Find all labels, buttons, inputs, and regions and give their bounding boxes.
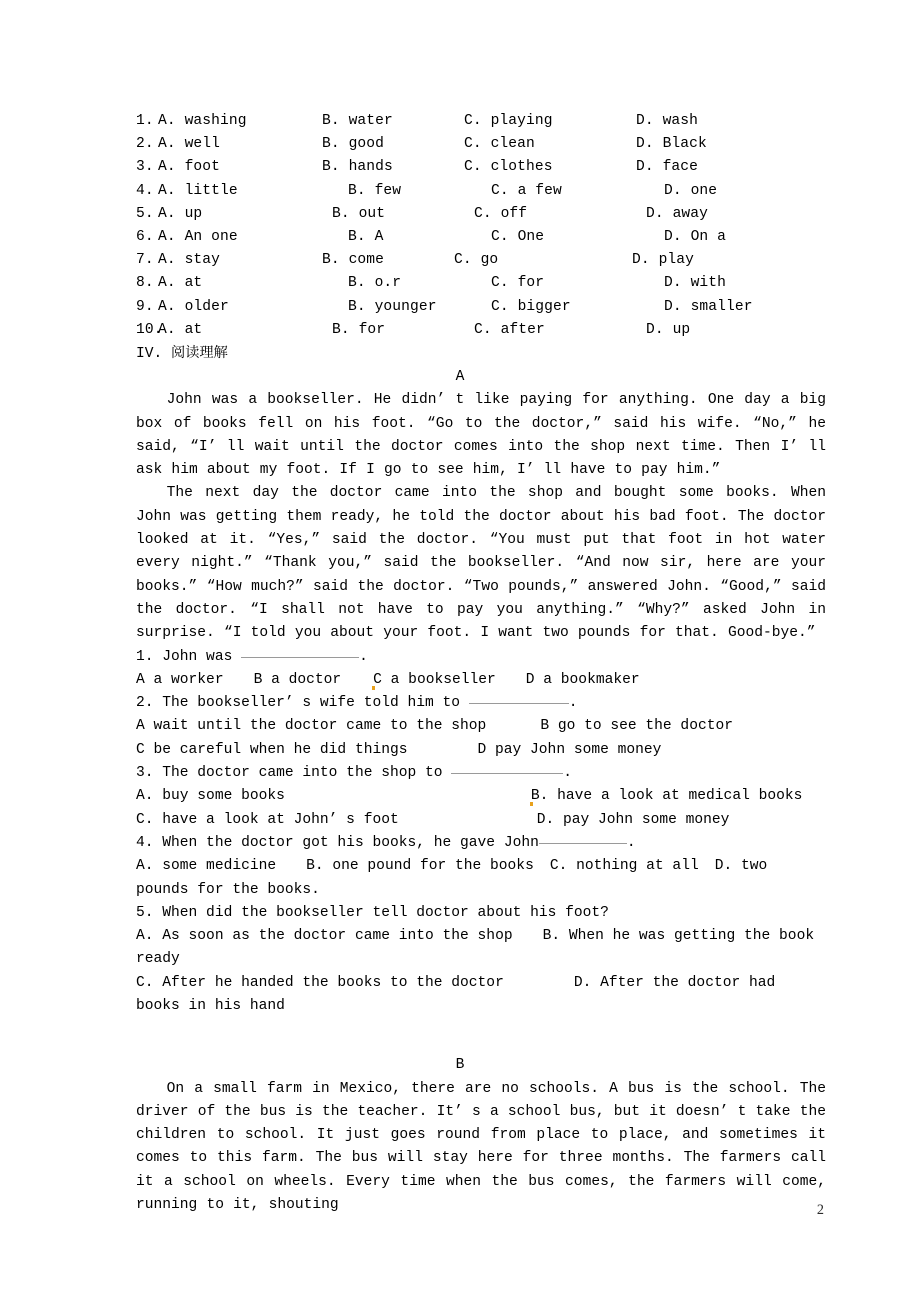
- question-3-options-row-1: [136, 785, 826, 808]
- passage-b-label: B: [455, 1057, 465, 1074]
- cloze-option-c[interactable]: C. a few: [491, 182, 562, 199]
- question-1-blank[interactable]: [241, 657, 359, 658]
- cloze-row-number: 5.: [136, 205, 154, 222]
- question-2-option-b[interactable]: B go to see the doctor: [540, 718, 733, 735]
- cloze-row-number: 2.: [136, 136, 154, 153]
- question-4-option-d[interactable]: D. two pounds for the books.: [136, 858, 768, 898]
- question-3-option-c[interactable]: C. have a look at John’ s foot: [136, 811, 399, 828]
- passage-a-paragraph-2: The next day the doctor came into the shop and bought some books. When John was getting them ready, he told the doctor about his bad foot. The doctor looked at it. “Yes,” said the doctor. “You must put that foot in hot water every night.” “Thank you,” said the bookseller. “And now sir, here are your books.” “How much?” said the doctor. “Two pounds,” answered John. “Good,” said the doctor. “I shall not have to pay you anything.” “Why?” asked John in surprise. “I told you about your foot. I want two pounds for that. Good-bye.”: [136, 485, 826, 642]
- cloze-option-b[interactable]: B. hands: [322, 159, 393, 176]
- cloze-row: [136, 296, 826, 319]
- cloze-option-a[interactable]: A. little: [158, 182, 238, 199]
- question-5-option-d[interactable]: D. After the doctor had books in his hand: [136, 974, 776, 1014]
- cloze-option-b[interactable]: B. out: [332, 205, 386, 222]
- cloze-option-d[interactable]: D. away: [646, 205, 709, 222]
- question-4-stem: [136, 832, 826, 855]
- cloze-option-c[interactable]: C. after: [474, 321, 545, 338]
- question-4-stem-text: 4. When the doctor got his books, he gave John: [136, 834, 539, 851]
- cloze-option-d[interactable]: D. wash: [636, 113, 699, 129]
- cloze-option-b[interactable]: B. younger: [348, 298, 437, 315]
- question-4-option-c[interactable]: C. nothing at all: [549, 858, 699, 875]
- question-5-option-b[interactable]: B. When he was getting the book ready: [136, 928, 815, 968]
- question-2-stem-text: 2. The bookseller’ s wife told him to: [136, 695, 469, 712]
- cloze-option-c[interactable]: C. bigger: [491, 298, 571, 315]
- cloze-row: [136, 133, 826, 156]
- question-4-stem-end: .: [626, 834, 636, 851]
- question-1-option-b[interactable]: B a doctor: [253, 671, 342, 688]
- cloze-row: [136, 226, 826, 249]
- cloze-row: [136, 180, 826, 203]
- question-2-stem: [136, 692, 826, 715]
- question-5-option-c[interactable]: C. After he handed the books to the doctor: [136, 974, 504, 991]
- cloze-row-number: 10.: [136, 321, 163, 338]
- cloze-option-a[interactable]: A. An one: [158, 228, 238, 245]
- cloze-option-b[interactable]: B. water: [322, 113, 393, 129]
- cloze-option-d[interactable]: D. On a: [664, 228, 727, 245]
- question-4-blank[interactable]: [539, 843, 627, 844]
- cloze-option-a[interactable]: A. at: [158, 321, 203, 338]
- cloze-option-a[interactable]: A. up: [158, 205, 203, 222]
- cloze-option-b[interactable]: B. few: [348, 182, 402, 199]
- question-3-blank[interactable]: [451, 773, 563, 774]
- section-heading-reading: [136, 342, 826, 366]
- cloze-row: [136, 156, 826, 179]
- section-title: 阅读理解: [171, 344, 228, 361]
- question-1-stem-end: .: [359, 648, 368, 665]
- question-2-stem-end: .: [568, 695, 578, 712]
- cloze-option-d[interactable]: D. with: [664, 275, 727, 292]
- cloze-option-a[interactable]: A. washing: [158, 113, 247, 129]
- cloze-option-b[interactable]: B. good: [322, 136, 385, 153]
- question-2-option-d[interactable]: D pay John some money: [477, 741, 662, 758]
- cloze-option-d[interactable]: D. up: [646, 321, 691, 338]
- question-3-stem-text: 3. The doctor came into the shop to: [136, 765, 452, 782]
- cloze-option-d[interactable]: D. one: [664, 182, 718, 199]
- cloze-option-c[interactable]: C. playing: [464, 113, 553, 129]
- question-2-options-row-2: [136, 739, 826, 762]
- question-3-stem-end: .: [563, 765, 573, 782]
- cloze-row-number: 1.: [136, 113, 154, 129]
- question-2-option-c[interactable]: C be careful when he did things: [136, 741, 408, 758]
- question-3-option-d[interactable]: D. pay John some money: [536, 811, 730, 828]
- cloze-row-number: 8.: [136, 275, 154, 292]
- cloze-row-number: 4.: [136, 182, 154, 199]
- question-1-stem-text: 1. John was: [136, 648, 242, 665]
- question-5-stem: 5. When did the bookseller tell doctor about his foot?: [136, 904, 609, 921]
- cloze-option-a[interactable]: A. at: [158, 275, 203, 292]
- cloze-row: [136, 203, 826, 226]
- cloze-option-c[interactable]: C. One: [491, 228, 545, 245]
- cloze-option-d[interactable]: D. Black: [636, 136, 707, 153]
- passage-b-paragraph-1: On a small farm in Mexico, there are no schools. A bus is the school. The driver of the bus is the teacher. It’ s a school bus, but it doesn’ t take the children to school. It just goes round from place to place, and sometimes it comes to this farm. The bus will stay here for three months. The farmers call it a school on wheels. Every time when the bus comes, the farmers will come, running to it, shouting: [136, 1080, 826, 1213]
- cloze-row-number: 7.: [136, 252, 154, 269]
- cloze-option-d[interactable]: D. face: [636, 159, 699, 176]
- question-4-option-a[interactable]: A. some medicine: [136, 858, 277, 875]
- cloze-row-number: 3.: [136, 159, 154, 176]
- question-1-option-d[interactable]: D a bookmaker: [525, 671, 640, 688]
- cloze-option-c[interactable]: C. for: [491, 275, 545, 292]
- question-1-options: [136, 669, 826, 692]
- cloze-options-block: [136, 110, 826, 342]
- cloze-row: [136, 110, 826, 133]
- question-4-options: [136, 855, 826, 902]
- cloze-option-c[interactable]: C. off: [474, 205, 528, 222]
- cloze-option-a[interactable]: A. stay: [158, 252, 221, 269]
- cloze-option-c[interactable]: C. go: [454, 252, 499, 269]
- cloze-option-c[interactable]: C. clothes: [464, 159, 553, 176]
- cloze-option-c[interactable]: C. clean: [464, 136, 535, 153]
- passage-a-label: A: [455, 369, 465, 386]
- section-numeral: IV.: [136, 345, 163, 362]
- question-3-option-b[interactable]: B. have a look at medical books: [530, 788, 803, 805]
- passage-a-paragraph-1: John was a bookseller. He didn’ t like paying for anything. One day a big box of books fell on his foot. “Go to the doctor,” said his wife. “No,” he said, “I’ ll wait until the doctor comes into the shop next time. Then I’ ll ask him about my foot. If I go to see him, I’ ll have to pay him.”: [136, 392, 826, 479]
- cloze-option-b[interactable]: B. A: [348, 228, 384, 245]
- question-1-option-c[interactable]: C a bookseller: [373, 671, 496, 688]
- cloze-option-b[interactable]: B. for: [332, 321, 386, 338]
- question-4-option-b[interactable]: B. one pound for the books: [306, 858, 534, 875]
- cloze-option-d[interactable]: D. play: [632, 252, 695, 269]
- cloze-option-b[interactable]: B. come: [322, 252, 385, 269]
- cloze-row-number: 9.: [136, 298, 154, 315]
- question-3-options-row-2: [136, 809, 826, 832]
- cloze-row: [136, 272, 826, 295]
- page-number: 2: [816, 1202, 824, 1218]
- question-5-options-row-1: [136, 925, 826, 972]
- page-content: [136, 110, 826, 1217]
- question-3-option-a[interactable]: A. buy some books: [136, 788, 285, 805]
- question-1-option-a[interactable]: A a worker: [136, 671, 224, 688]
- question-2-option-a[interactable]: A wait until the doctor came to the shop: [136, 718, 487, 735]
- cloze-option-a[interactable]: A. well: [158, 136, 221, 153]
- cloze-option-b[interactable]: B. o.r: [348, 275, 402, 292]
- question-2-blank[interactable]: [469, 703, 569, 704]
- question-5-options-row-2: [136, 972, 826, 1019]
- question-3-stem: [136, 762, 826, 785]
- cloze-option-a[interactable]: A. foot: [158, 159, 221, 176]
- cloze-option-d[interactable]: D. smaller: [664, 298, 753, 315]
- question-1-stem: [136, 646, 826, 669]
- cloze-row: [136, 249, 826, 272]
- section-spacer: [136, 1018, 826, 1054]
- question-2-options-row-1: [136, 715, 826, 738]
- question-5-option-a[interactable]: A. As soon as the doctor came into the shop: [136, 928, 513, 945]
- cloze-option-a[interactable]: A. older: [158, 298, 229, 315]
- cloze-row: [136, 319, 826, 342]
- cloze-row-number: 6.: [136, 228, 154, 245]
